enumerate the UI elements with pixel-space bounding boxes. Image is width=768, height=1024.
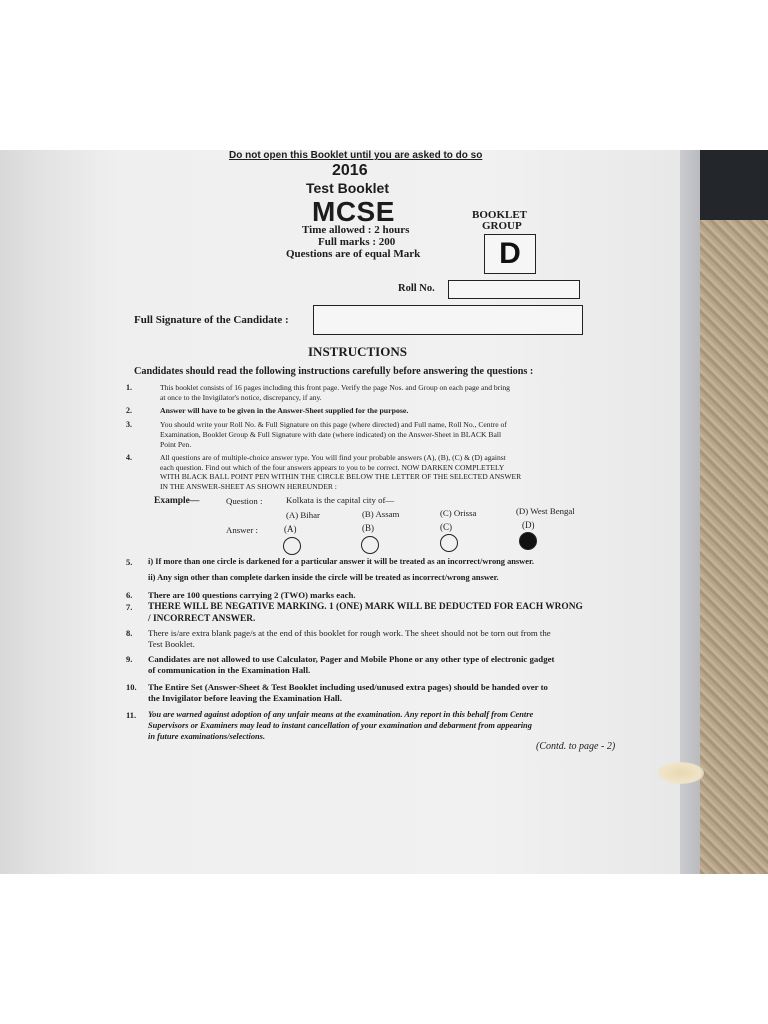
option-c: (C) Orissa xyxy=(440,508,477,518)
instruction-line: i) If more than one circle is darkened for a particular answer it will be treated as an incorrect/wrong answer. xyxy=(148,557,534,566)
answer-circle-d-selected xyxy=(519,532,537,550)
instruction-number: 5. xyxy=(126,557,133,567)
instruction-number: 8. xyxy=(126,628,133,638)
instruction-line: Candidates are not allowed to use Calculator, Pager and Mobile Phone or any other type of electronic gadget xyxy=(148,654,555,664)
instruction-line: THERE WILL BE NEGATIVE MARKING. 1 (ONE) MARK WILL BE DEDUCTED FOR EACH WRONG xyxy=(148,602,583,612)
roll-no-box[interactable] xyxy=(448,280,580,299)
equal-mark-note: Questions are of equal Mark xyxy=(286,248,421,260)
exam-year: 2016 xyxy=(332,162,368,179)
booklet-title: Test Booklet xyxy=(306,180,389,196)
answer-circle-a xyxy=(283,537,301,555)
instruction-number: 4. xyxy=(126,453,132,462)
instruction-line: There are 100 questions carrying 2 (TWO) marks each. xyxy=(148,590,356,600)
answer-label: Answer : xyxy=(226,525,259,535)
instruction-line: at once to the Invigilator's notice, discrepancy, if any. xyxy=(160,393,322,402)
instruction-number: 2. xyxy=(126,406,132,415)
instruction-line: This booklet consists of 16 pages including this front page. Verify the page Nos. and Group on each page and bring xyxy=(160,383,510,392)
full-marks: Full marks : 200 xyxy=(318,236,396,248)
group-letter-box xyxy=(484,234,536,274)
instruction-number: 7. xyxy=(126,602,133,612)
instruction-line: All questions are of multiple-choice answer type. You will find your probable answers (A), (B), (C) & (D) against xyxy=(160,453,506,462)
instruction-number: 10. xyxy=(126,682,137,692)
instruction-line: IN THE ANSWER-SHEET AS SHOWN HEREUNDER : xyxy=(160,481,337,491)
answer-letter-b: (B) xyxy=(362,523,374,533)
instruction-line: Point Pen. xyxy=(160,440,192,449)
answer-letter-a: (A) xyxy=(284,524,297,534)
roll-no-label: Roll No. xyxy=(398,283,435,294)
instruction-line: There is/are extra blank page/s at the end of this booklet for rough work. The sheet should not be torn out from the xyxy=(148,628,551,638)
signature-label: Full Signature of the Candidate : xyxy=(134,314,289,326)
instruction-line: Test Booklet. xyxy=(148,639,195,649)
answer-circle-b xyxy=(361,536,379,554)
notice-line: Do not open this Booklet until you are asked to do so xyxy=(229,150,483,161)
photo-background xyxy=(0,150,768,874)
answer-letter-c: (C) xyxy=(440,522,452,532)
group-letter: D xyxy=(499,237,521,270)
booklet-group-label-2: GROUP xyxy=(482,220,522,232)
option-a: (A) Bihar xyxy=(286,510,320,520)
instruction-line: ii) Any sign other than complete darken inside the circle will be treated as incorrect/wrong answer. xyxy=(148,573,499,582)
instruction-number: 11. xyxy=(126,710,137,720)
booklet-page xyxy=(40,150,680,874)
question-label: Question : xyxy=(226,496,263,506)
instruction-line: The Entire Set (Answer-Sheet & Test Booklet including used/unused extra pages) should be handed over to xyxy=(148,682,548,692)
paper-stain xyxy=(658,762,704,784)
instruction-number: 6. xyxy=(126,590,133,600)
question-text: Kolkata is the capital city of— xyxy=(286,495,395,505)
subject-title: MCSE xyxy=(312,196,395,227)
booklet-group-label: BOOKLET xyxy=(472,209,528,221)
example-label: Example— xyxy=(154,496,200,506)
instruction-line: Supervisors or Examiners may lead to instant cancellation of your examination and debarment from appearing xyxy=(148,721,532,730)
time-allowed: Time allowed : 2 hours xyxy=(302,224,410,236)
option-b: (B) Assam xyxy=(362,509,400,519)
answer-letter-d: (D) xyxy=(522,520,535,530)
instruction-number: 9. xyxy=(126,654,133,664)
instruction-number: 1. xyxy=(126,383,132,392)
continued-note: (Contd. to page - 2) xyxy=(536,741,616,752)
instructions-intro: Candidates should read the following instructions carefully before answering the questions : xyxy=(134,366,534,377)
instruction-number: 3. xyxy=(126,420,132,429)
instruction-line: You should write your Roll No. & Full Signature on this page (where directed) and Full name, Roll No., Centre of xyxy=(160,420,507,429)
instructions-heading: INSTRUCTIONS xyxy=(308,344,407,359)
answer-circle-c xyxy=(440,534,458,552)
instruction-line: WITH BLACK BALL POINT PEN WITHIN THE CIRCLE BELOW THE LETTER OF THE SELECTED ANSWER xyxy=(160,472,522,481)
signature-box[interactable] xyxy=(313,305,583,335)
instruction-line: Answer will have to be given in the Answer-Sheet supplied for the purpose. xyxy=(160,406,409,415)
instruction-line: of communication in the Examination Hall. xyxy=(148,665,311,675)
instruction-line: / INCORRECT ANSWER. xyxy=(148,614,256,624)
instruction-line: Examination, Booklet Group & Full Signature with date (where indicated) on the Answer-Sheet in BLACK Ball xyxy=(160,430,502,439)
instruction-line: in future examinations/selections. xyxy=(148,732,266,741)
option-d: (D) West Bengal xyxy=(516,506,575,516)
instruction-line: each question. Find out which of the four answers appears to you to be correct. NOW DARKEN COMPLETELY xyxy=(160,462,505,472)
instruction-line: the Invigilator before leaving the Examination Hall. xyxy=(148,693,342,703)
instruction-line: You are warned against adoption of any unfair means at the examination. Any report in this behalf from Centre xyxy=(148,710,534,719)
